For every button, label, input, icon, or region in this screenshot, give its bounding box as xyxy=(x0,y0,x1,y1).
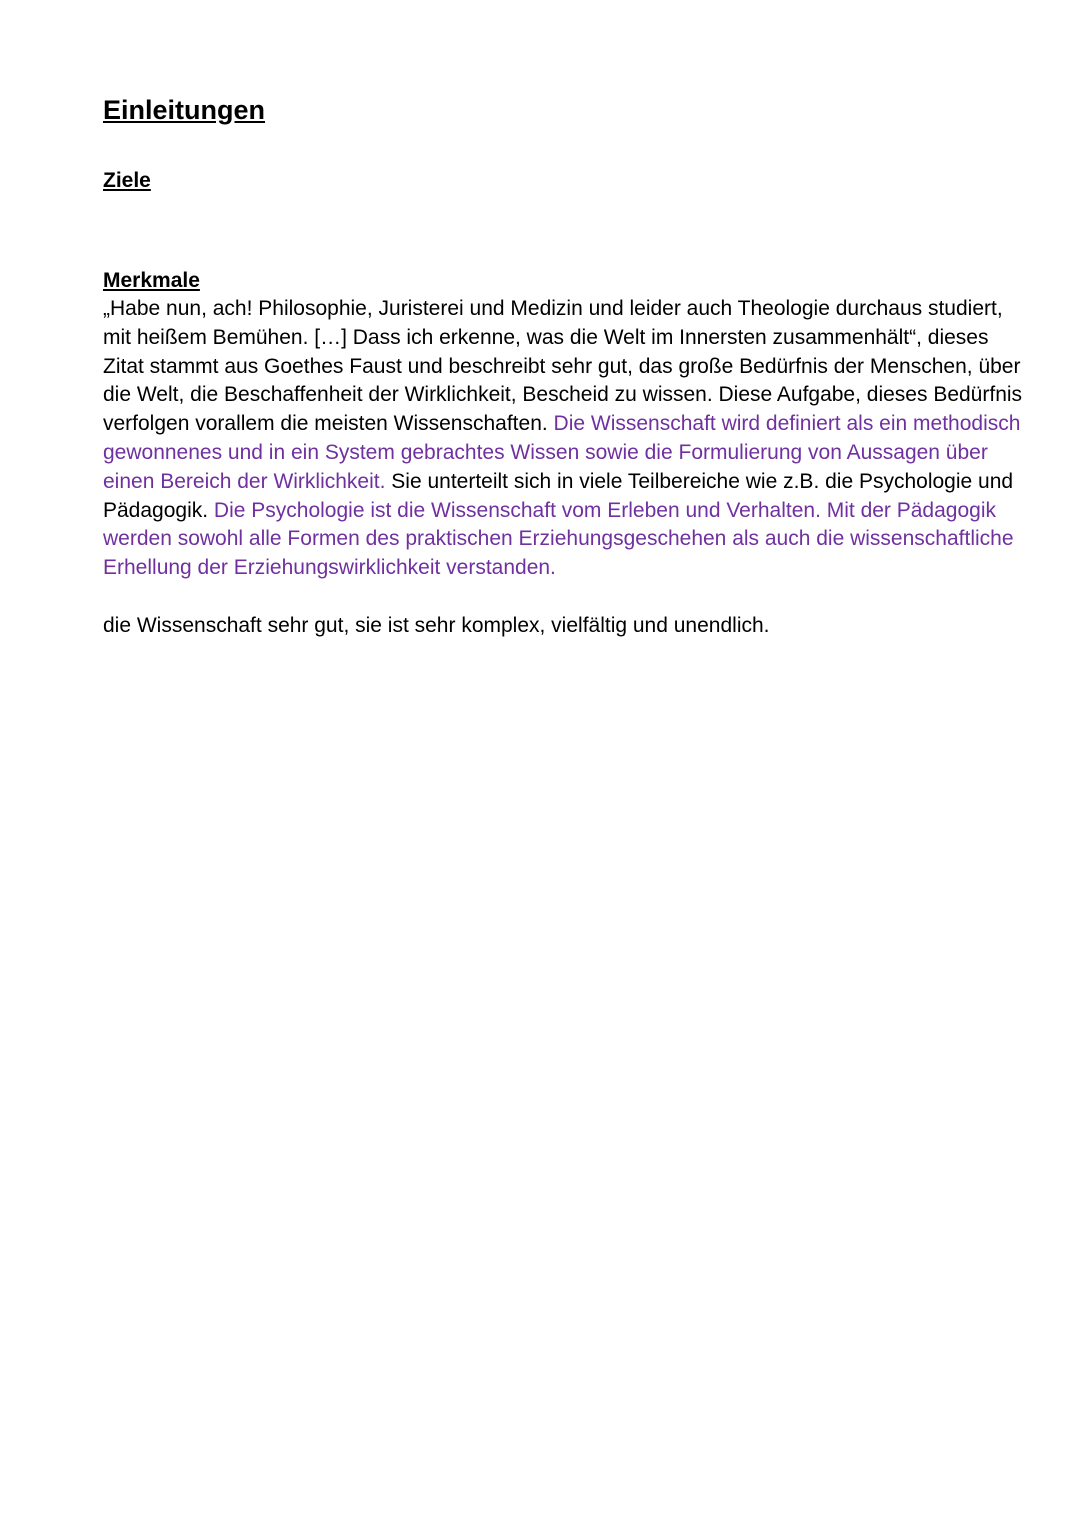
definition-wissenschaft: Die Wissenschaft wird definiert als ein methodisch gewonnenes und in ein System gebrachtes Wissen sowie die Formulierung von Aussagen über einen Bereich der Wirklichkeit. xyxy=(103,412,1021,493)
definition-psychologie-paedagogik: Die Psychologie ist die Wissenschaft vom Erleben und Verhalten. Mit der Pädagogik werden sowohl alle Formen des praktischen Erziehungsgeschehen als auch die wissenschaftliche Erhellung der Erziehungswirklichkeit verstanden. xyxy=(103,498,1014,580)
quote-text: „Habe nun, ach! Philosophie, Juristerei und Medizin und leider auch Theologie durchaus studiert, mit heißem Bemühen. […] Dass ich erkenne, was die Welt im Innersten zusammenhält“, dieses Zitat stammt aus Goethes Faust und beschreibt sehr gut, das große Bedürfnis der Menschen, über die Welt, die Beschaffenheit der Wirklichkeit, Bescheid zu wissen. Diese Aufgabe, dieses Bedürfnis verfolgen vorallem die meisten Wissenschaften. xyxy=(103,297,1023,436)
closing-paragraph: die Wissenschaft sehr gut, sie ist sehr komplex, vielfältig und unendlich. xyxy=(103,613,770,637)
merkmale-paragraph xyxy=(103,295,1023,583)
document-page xyxy=(103,92,1023,641)
teilbereiche-text: Sie unterteilt sich in viele Teilbereiche wie z.B. die Psychologie und Pädagogik. xyxy=(103,469,1014,522)
section-heading-merkmale: Merkmale xyxy=(103,269,200,292)
document-title: Einleitungen xyxy=(103,95,265,125)
section-heading-ziele: Ziele xyxy=(103,169,151,192)
